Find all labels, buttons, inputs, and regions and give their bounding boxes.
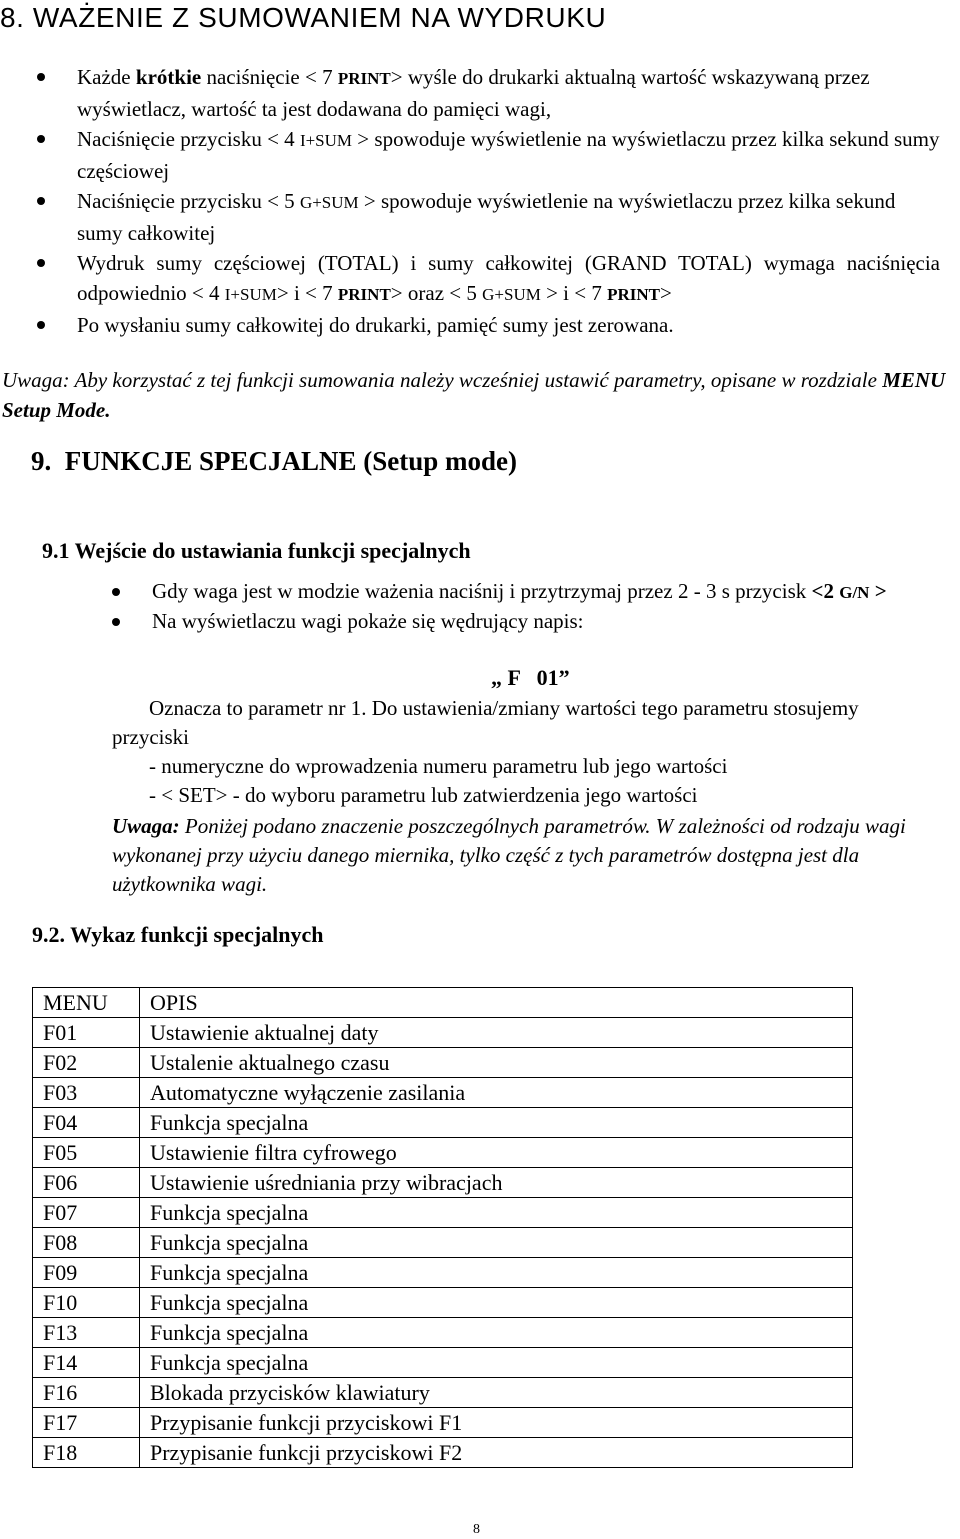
table-cell-menu: F07: [33, 1198, 140, 1228]
table-row: [33, 1258, 853, 1288]
table-row: [33, 1438, 853, 1468]
table-row: [33, 1228, 853, 1258]
table-cell-opis: Funkcja specjalna: [140, 1288, 853, 1318]
table-cell-opis: Funkcja specjalna: [140, 1318, 853, 1348]
column-header-opis: OPIS: [140, 988, 853, 1018]
key-label: I+SUM: [299, 131, 353, 150]
table-row: [33, 1318, 853, 1348]
table-cell-menu: F04: [33, 1108, 140, 1138]
table-cell-menu: F09: [33, 1258, 140, 1288]
table-cell-opis: Ustawienie filtra cyfrowego: [140, 1138, 853, 1168]
table-cell-opis: Funkcja specjalna: [140, 1228, 853, 1258]
table-row: [33, 1108, 853, 1138]
bullet-icon: [37, 259, 45, 267]
table-cell-menu: F08: [33, 1228, 140, 1258]
table-row: [33, 1168, 853, 1198]
table-row: [33, 1078, 853, 1108]
table-cell-opis: Funkcja specjalna: [140, 1108, 853, 1138]
table-cell-opis: Przypisanie funkcji przyciskowi F1: [140, 1408, 853, 1438]
key-label: G+SUM: [299, 193, 359, 212]
list-item: Każde krótkie naciśnięcie < 7 PRINT> wyśle do drukarki aktualną wartość wskazywaną przez wyświetlacz, wartość ta jest dodawana do pamięci wagi,: [0, 62, 940, 124]
key-label: I+SUM: [224, 285, 277, 304]
table-cell-menu: F17: [33, 1408, 140, 1438]
section-9-heading: 9. FUNKCJE SPECJALNE (Setup mode): [31, 446, 518, 476]
list-item: Na wyświetlaczu wagi pokaże się wędrujący napis:: [0, 607, 960, 636]
bullet-icon: [37, 321, 45, 329]
bullet-icon: [37, 135, 45, 143]
table-cell-menu: F02: [33, 1048, 140, 1078]
table-row: [33, 1048, 853, 1078]
key-label: PRINT: [337, 69, 391, 88]
table-cell-opis: Ustawienie aktualnej daty: [140, 1018, 853, 1048]
table-row: [33, 1348, 853, 1378]
section-9-bullet-list: [0, 577, 960, 636]
list-item: Gdy waga jest w modzie ważenia naciśnij i przytrzymaj przez 2 - 3 s przycisk <2 G/N >: [0, 577, 960, 607]
paragraph-line: - numeryczne do wprowadzenia numeru parametru lub jego wartości: [149, 754, 728, 778]
key-label: G/N: [839, 583, 870, 602]
list-item: Wydruk sumy częściowej (TOTAL) i sumy całkowitej (GRAND TOTAL) wymaga naciśnięcia odpowiednio < 4 I+SUM> i < 7 PRINT> oraz < 5 G+SUM > i < 7 PRINT>: [0, 248, 940, 310]
table-cell-menu: F14: [33, 1348, 140, 1378]
table-cell-opis: Funkcja specjalna: [140, 1198, 853, 1228]
bullet-icon: [37, 73, 45, 81]
paragraph-line: - < SET> - do wyboru parametru lub zatwierdzenia jego wartości: [149, 783, 698, 807]
table-header-row: [33, 988, 853, 1018]
table-row: [33, 1408, 853, 1438]
table-body: [33, 1018, 853, 1468]
table-cell-opis: Ustalenie aktualnego czasu: [140, 1048, 853, 1078]
subsection-9-2-heading: 9.2. Wykaz funkcji specjalnych: [32, 922, 324, 947]
key-label: G+SUM: [482, 285, 541, 304]
column-header-menu: MENU: [33, 988, 140, 1018]
section-9-paragraph: [112, 694, 912, 810]
table-cell-opis: Przypisanie funkcji przyciskowi F2: [140, 1438, 853, 1468]
display-code: „ F 01”: [491, 665, 570, 690]
page-number: 8: [473, 1522, 480, 1537]
table-cell-menu: F05: [33, 1138, 140, 1168]
table-row: [33, 1138, 853, 1168]
key-label: PRINT: [607, 285, 661, 304]
table-cell-menu: F18: [33, 1438, 140, 1468]
list-item: Naciśnięcie przycisku < 4 I+SUM > spowoduje wyświetlenie na wyświetlaczu przez kilka sekund sumy częściowej: [0, 124, 940, 186]
key-label: PRINT: [337, 285, 391, 304]
table-cell-opis: Automatyczne wyłączenie zasilania: [140, 1078, 853, 1108]
table-row: [33, 1018, 853, 1048]
section-8-heading: 8. WAŻENIE Z SUMOWANIEM NA WYDRUKU: [0, 2, 607, 33]
table-cell-menu: F13: [33, 1318, 140, 1348]
paragraph-line: Oznacza to parametr nr 1. Do ustawienia/zmiany wartości tego parametru stosujemy przyciski: [112, 696, 859, 749]
table-row: [33, 1198, 853, 1228]
table-row: [33, 1378, 853, 1408]
list-item: Naciśnięcie przycisku < 5 G+SUM > spowoduje wyświetlenie na wyświetlaczu przez kilka sekund sumy całkowitej: [0, 186, 940, 248]
bullet-icon: [112, 618, 120, 626]
table-cell-menu: F06: [33, 1168, 140, 1198]
table-cell-opis: Funkcja specjalna: [140, 1258, 853, 1288]
table-cell-menu: F01: [33, 1018, 140, 1048]
table-cell-opis: Ustawienie uśredniania przy wibracjach: [140, 1168, 853, 1198]
table-cell-menu: F16: [33, 1378, 140, 1408]
table-row: [33, 1288, 853, 1318]
subsection-9-1-heading: 9.1 Wejście do ustawiania funkcji specjalnych: [42, 538, 471, 563]
section-8-bullet-list: [0, 62, 940, 340]
special-functions-table: [32, 987, 853, 1468]
table-cell-menu: F03: [33, 1078, 140, 1108]
bullet-icon: [112, 588, 120, 596]
list-item: Po wysłaniu sumy całkowitej do drukarki, pamięć sumy jest zerowana.: [0, 310, 940, 340]
table-cell-opis: Funkcja specjalna: [140, 1348, 853, 1378]
bullet-icon: [37, 197, 45, 205]
table-cell-opis: Blokada przycisków klawiatury: [140, 1378, 853, 1408]
section-8-note: Uwaga: Aby korzystać z tej funkcji sumowania należy wcześniej ustawić parametry, opisane w rozdziale MENU Setup Mode.: [2, 368, 946, 422]
section-9-note: Uwaga: Poniżej podano znaczenie poszczególnych parametrów. W zależności od rodzaju wagi wykonanej przy użyciu danego miernika, tylko część z tych parametrów dostępna jest dla użytkownika wagi.: [112, 814, 906, 896]
table-cell-menu: F10: [33, 1288, 140, 1318]
